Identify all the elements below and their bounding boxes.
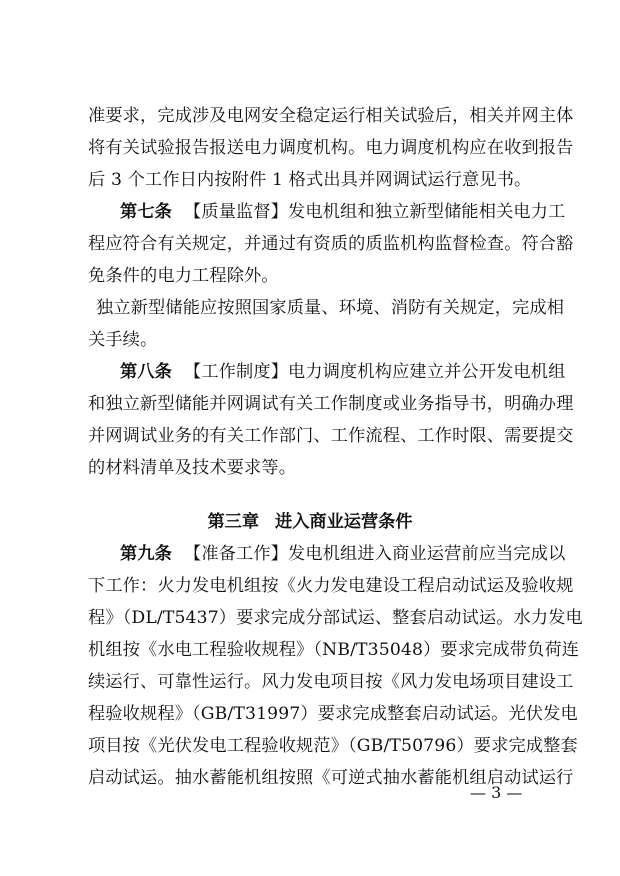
paragraph-line: 下工作：火力发电机组按《火力发电建设工程启动试运及验收规 [88, 576, 574, 596]
paragraph-line: 续运行、可靠性运行。风力发电项目按《风力发电场项目建设工 [88, 672, 574, 692]
paragraph-line: 独立新型储能应按照国家质量、环境、消防有关规定，完成相 [96, 298, 565, 318]
article-7-label: 第七条 [120, 202, 173, 222]
article-8-label: 第八条 [120, 362, 173, 382]
chapter-heading [0, 510, 620, 534]
article-8-text: 【工作制度】电力调度机构应建立并公开发电机组 [184, 362, 566, 382]
paragraph-line: 和独立新型储能并网调试有关工作制度或业务指导书，明确办理 [88, 394, 574, 414]
paragraph-line: 并网调试业务的有关工作部门、工作流程、工作时限、需要提交 [88, 426, 574, 446]
article-8-line [120, 360, 570, 384]
paragraph-line: 的材料清单及技术要求等。 [88, 458, 297, 478]
paragraph-line: 免条件的电力工程除外。 [88, 266, 279, 286]
paragraph-line: 程验收规程》（GB/T31997）要求完成整套启动试运。光伏发电 [88, 704, 578, 724]
paragraph-line: 关手续。 [88, 330, 158, 350]
paragraph-line: 程应符合有关规定，并通过有资质的质监机构监督检查。符合豁 [88, 234, 574, 254]
paragraph-line: 程》（DL/T5437）要求完成分部试运、整套启动试运。水力发电 [88, 608, 583, 628]
paragraph-line: 将有关试验报告报送电力调度机构。电力调度机构应在收到报告 [88, 138, 574, 158]
article-7-text: 【质量监督】发电机组和独立新型储能相关电力工 [184, 202, 566, 222]
paragraph-line: 后 3 个工作日内按附件 1 格式出具并网调试运行意见书。 [88, 170, 532, 190]
article-9-text: 【准备工作】发电机组进入商业运营前应当完成以 [184, 544, 566, 564]
page-number: — 3 — [470, 783, 523, 802]
article-9-line [120, 542, 570, 566]
paragraph-line: 项目按《光伏发电工程验收规范》（GB/T50796）要求完成整套 [88, 736, 578, 756]
paragraph-line: 启动试运。抽水蓄能机组按照《可逆式抽水蓄能机组启动试运行 [88, 768, 574, 788]
paragraph-line: 准要求，完成涉及电网安全稳定运行相关试验后，相关并网主体 [88, 106, 574, 126]
chapter-number: 第三章 [207, 512, 260, 532]
chapter-title: 进入商业运营条件 [275, 512, 413, 532]
article-7-line [120, 200, 570, 224]
paragraph-line: 机组按《水电工程验收规程》（NB/T35048）要求完成带负荷连 [88, 640, 580, 660]
article-9-label: 第九条 [120, 544, 173, 564]
